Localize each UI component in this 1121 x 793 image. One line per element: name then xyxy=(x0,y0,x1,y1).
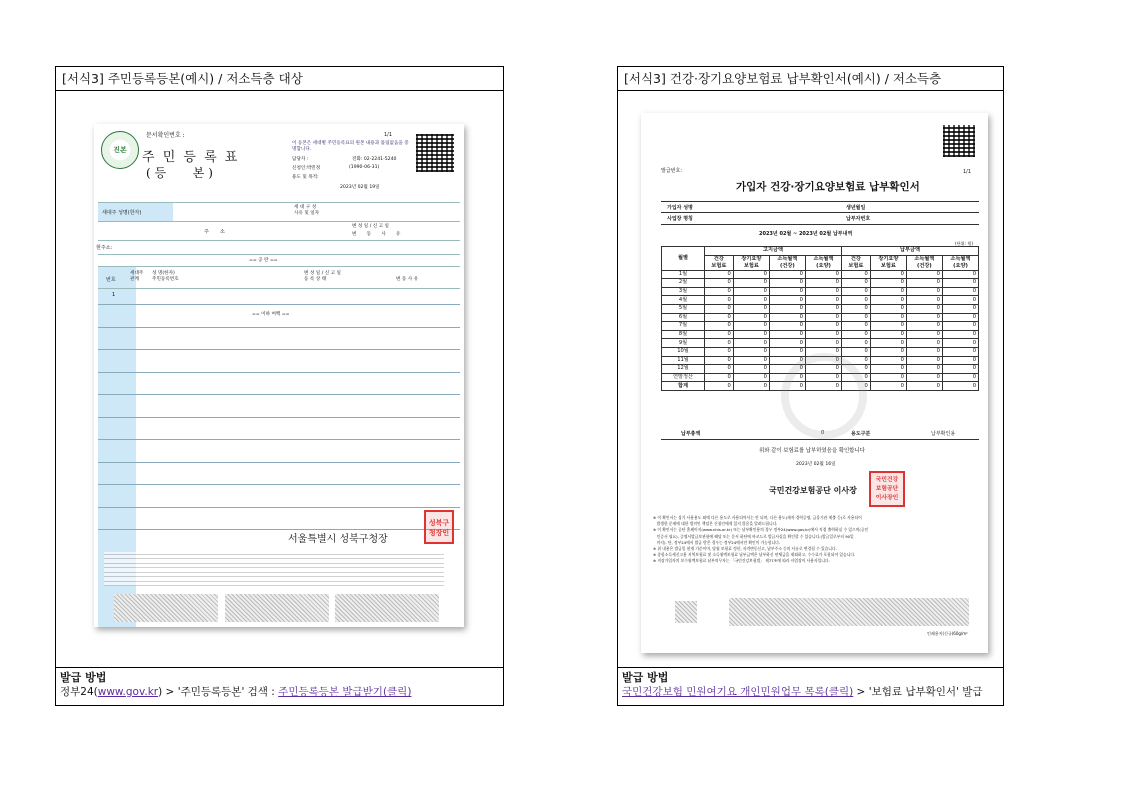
amount-cell: 0 xyxy=(870,287,906,296)
amount-cell: 0 xyxy=(805,313,841,322)
barcode-1 xyxy=(114,594,218,622)
paper-spec: 인쇄용지(신규)60g/m² xyxy=(927,631,968,636)
doc-office: 담당자 : xyxy=(292,157,309,162)
doc-purpose: 용도 및 목적: xyxy=(292,175,319,180)
left-footer-instructions xyxy=(60,685,499,700)
blank-section-label: == 공 란 == xyxy=(249,258,278,263)
issue-number-label: 발급번호: xyxy=(661,168,683,174)
usage-type-label: 용도구분 xyxy=(851,431,871,437)
amount-cell: 0 xyxy=(841,365,870,374)
authenticity-badge-icon: 진본 xyxy=(101,131,139,169)
total-paid-label: 납부총액 xyxy=(681,431,701,437)
amount-cell: 0 xyxy=(870,270,906,279)
month-row xyxy=(662,270,979,279)
amount-cell: 0 xyxy=(805,279,841,288)
amount-cell: 0 xyxy=(841,339,870,348)
issuer-name: 서울특별시 성북구청장 xyxy=(288,534,388,545)
right-footer-title: 발급 방법 xyxy=(622,671,669,684)
amount-cell: 0 xyxy=(841,322,870,331)
left-document-area xyxy=(56,92,503,668)
amount-cell: 0 xyxy=(769,313,805,322)
address-label: 주 소 xyxy=(204,229,225,235)
amount-cell: 0 xyxy=(705,365,734,374)
amount-cell: 0 xyxy=(705,279,734,288)
search-instruction: ) > '주민등록등본' 검색 : xyxy=(158,686,279,698)
issue-date: 2023년 02월 16일 xyxy=(796,462,836,467)
note-line: ※ 직장가입자의 보수월액보험료 납부의무자는 「국민건강보험법」 제77조에 따라 사업장이 사용자입니다. xyxy=(653,558,830,564)
amount-cell: 0 xyxy=(906,347,942,356)
end-of-list-label: == 이하 여백 == xyxy=(252,312,290,317)
amount-cell: 0 xyxy=(733,322,769,331)
change-date-label: 변 성 일 / 신 고 일 변 동 사 유 xyxy=(352,224,401,237)
birth-label: 생년월일 xyxy=(846,205,866,211)
amount-cell: 0 xyxy=(942,356,978,365)
month-header: 월별 xyxy=(662,247,705,271)
amount-cell: 0 xyxy=(841,304,870,313)
amount-cell: 0 xyxy=(942,287,978,296)
total-paid-value: 0 xyxy=(821,430,825,436)
amount-cell: 0 xyxy=(705,339,734,348)
amount-cell: 0 xyxy=(906,322,942,331)
amount-cell: 0 xyxy=(870,339,906,348)
amount-cell: 0 xyxy=(870,304,906,313)
usage-type-value: 납부확인용 xyxy=(931,431,956,437)
amount-cell: 0 xyxy=(733,365,769,374)
amount-cell: 0 xyxy=(805,382,841,391)
period-label: 2023년 02월 ~ 2023년 02월 납부내역 xyxy=(759,231,853,237)
amount-cell: 0 xyxy=(906,279,942,288)
amount-cell: 0 xyxy=(870,365,906,374)
amount-cell: 0 xyxy=(906,356,942,365)
amount-cell: 0 xyxy=(805,347,841,356)
amount-cell: 0 xyxy=(733,270,769,279)
amount-cell: 0 xyxy=(733,356,769,365)
amount-cell: 0 xyxy=(906,382,942,391)
amount-cell: 0 xyxy=(870,296,906,305)
amount-cell: 0 xyxy=(906,287,942,296)
amount-cell: 0 xyxy=(942,382,978,391)
month-label: 5월 xyxy=(662,304,705,313)
right-document-area xyxy=(618,92,1003,668)
unit-label: (단위: 원) xyxy=(955,241,974,246)
amount-cell: 0 xyxy=(733,330,769,339)
amount-cell: 0 xyxy=(805,373,841,382)
gov24-prefix: 정부24( xyxy=(60,686,98,698)
small-barcode xyxy=(675,601,697,623)
amount-cell: 0 xyxy=(769,296,805,305)
amount-cell: 0 xyxy=(942,313,978,322)
amount-cell: 0 xyxy=(705,330,734,339)
amount-cell: 0 xyxy=(769,322,805,331)
doc-applicant: 신청인:박민정 xyxy=(292,166,321,171)
amount-cell: 0 xyxy=(841,279,870,288)
note-line: 인증서 필요), 증명서발급보관함에 해당 또는 문서 하단에 바코드로 발급사실을 확인할 수 있습니다.(발급일로부터 90일 xyxy=(653,533,854,539)
month-label: 6월 xyxy=(662,313,705,322)
amount-cell: 0 xyxy=(942,304,978,313)
amount-cell: 0 xyxy=(942,330,978,339)
col-reason: 변 동 사 유 xyxy=(396,277,419,282)
doc-page-number: 1/1 xyxy=(384,132,393,138)
amount-cell: 0 xyxy=(805,322,841,331)
amount-cell: 0 xyxy=(769,330,805,339)
month-label: 7월 xyxy=(662,322,705,331)
doc-notice: 이 등본은 세대별 주민등록표의 원본 내용과 틀림없음을 증명합니다. xyxy=(292,141,409,152)
amount-cell: 0 xyxy=(841,270,870,279)
month-label: 10월 xyxy=(662,347,705,356)
note-line: ※ 이 확인서는 상기 사용용도 외에 다른 용도로 사용되어서는 안 되며, 다른 용도(재직·경력증명, 금융기관 제출 등)로 사용되어 xyxy=(653,515,862,520)
amount-cell: 0 xyxy=(906,270,942,279)
amount-cell: 0 xyxy=(906,313,942,322)
month-label: 12월 xyxy=(662,365,705,374)
amount-cell: 0 xyxy=(870,356,906,365)
amount-cell: 0 xyxy=(805,287,841,296)
amount-cell: 0 xyxy=(805,339,841,348)
right-panel xyxy=(617,66,1004,706)
resident-registration-document xyxy=(94,124,464,627)
resident-registration-link[interactable]: 주민등록등본 발급받기(클릭) xyxy=(278,686,412,698)
amount-cell: 0 xyxy=(841,373,870,382)
amount-cell: 0 xyxy=(942,270,978,279)
amount-cell: 0 xyxy=(805,356,841,365)
month-label: 합계 xyxy=(662,382,705,391)
doc-subtitle: ( 등 본 ) xyxy=(146,166,213,180)
column-header: 건강 보험료 xyxy=(705,255,734,270)
month-row xyxy=(662,322,979,331)
amount-cell: 0 xyxy=(841,382,870,391)
left-footer xyxy=(56,668,503,705)
qr-code-icon xyxy=(416,134,454,172)
doc-confirmation-number-label: 문서확인번호 : xyxy=(146,132,185,139)
month-row xyxy=(662,304,979,313)
note-line: ※ 위 내용은 발급일 현재 기준이며, 당월 보험료 정산, 자격변동신고, 납부주소 등의 사유로 변경될 수 있습니다. xyxy=(653,546,837,552)
amount-cell: 0 xyxy=(870,322,906,331)
amount-cell: 0 xyxy=(870,382,906,391)
business-label: 사업장 명칭 xyxy=(667,216,693,222)
fine-print xyxy=(104,552,444,586)
amount-cell: 0 xyxy=(705,296,734,305)
nhis-civil-service-link[interactable]: 국민건강보험 민원여기요 개인민원업무 목록(클릭) xyxy=(622,686,854,698)
left-panel-title: [서식3] 주민등록등본(예시) / 저소득층 대상 xyxy=(56,67,503,91)
amount-cell: 0 xyxy=(906,373,942,382)
notes-block xyxy=(653,515,983,565)
amount-cell: 0 xyxy=(805,330,841,339)
barcode-2 xyxy=(225,594,329,622)
amount-cell: 0 xyxy=(805,296,841,305)
document-title: 가입자 건강·장기요양보험료 납부확인서 xyxy=(736,181,920,193)
payer-number-label: 납부자번호 xyxy=(846,216,871,222)
amount-cell: 0 xyxy=(705,270,734,279)
name-label: 가입자 성명 xyxy=(667,205,693,211)
amount-cell: 0 xyxy=(942,279,978,288)
amount-cell: 0 xyxy=(769,304,805,313)
col-date: 변 성 일 / 신 고 일 등 록 상 태 xyxy=(304,271,341,282)
amount-cell: 0 xyxy=(769,382,805,391)
amount-cell: 0 xyxy=(870,347,906,356)
insurance-payment-document xyxy=(641,113,988,653)
doc-issue-date: 2023년 02월 19일 xyxy=(340,185,380,190)
row-number: 1 xyxy=(112,292,116,298)
amount-cell: 0 xyxy=(769,365,805,374)
current-address-label: 현주소: xyxy=(96,245,113,251)
amount-cell: 0 xyxy=(841,347,870,356)
left-footer-title: 발급 방법 xyxy=(60,671,107,684)
long-barcode xyxy=(729,598,969,626)
gov24-link[interactable]: www.gov.kr xyxy=(97,686,159,698)
amount-cell: 0 xyxy=(870,313,906,322)
month-label: 4월 xyxy=(662,296,705,305)
column-header: 건강 보험료 xyxy=(841,255,870,270)
amount-cell: 0 xyxy=(733,339,769,348)
amount-cell: 0 xyxy=(942,347,978,356)
month-row xyxy=(662,313,979,322)
amount-cell: 0 xyxy=(942,373,978,382)
amount-cell: 0 xyxy=(769,347,805,356)
amount-cell: 0 xyxy=(942,365,978,374)
barcode-3 xyxy=(335,594,439,622)
right-panel-title: [서식3] 건강·장기요양보험료 납부확인서(예시) / 저소득층 xyxy=(618,67,1003,91)
column-header: 소득월액 (건강) xyxy=(769,255,805,270)
note-line: ※ 이 확인서는 공단 홈페이지(www.nhis.or.kr) 또는 납부확인용의 경우 정부24(www.gov.kr)에서 직접 출력하실 수 있으며(공인 xyxy=(653,527,869,533)
amount-cell: 0 xyxy=(841,287,870,296)
amount-cell: 0 xyxy=(942,339,978,348)
amount-cell: 0 xyxy=(906,296,942,305)
amount-cell: 0 xyxy=(733,347,769,356)
right-footer xyxy=(618,668,1003,705)
amount-cell: 0 xyxy=(705,347,734,356)
left-panel xyxy=(55,66,504,706)
month-label: 연말정산 xyxy=(662,373,705,382)
month-row xyxy=(662,339,979,348)
month-label: 2월 xyxy=(662,279,705,288)
amount-cell: 0 xyxy=(769,279,805,288)
column-header: 소득월액 (요양) xyxy=(942,255,978,270)
official-seal: 국민건강 보험공단 이사장인 xyxy=(869,471,905,507)
amount-cell: 0 xyxy=(733,373,769,382)
head-name-label: 세대주 성명(한자) xyxy=(102,210,142,216)
note-line: 까지). 단, 정부24에서 발급 받은 경우는 정부24에서만 확인이 가능합니다. xyxy=(653,539,781,545)
col-number: 번호 xyxy=(106,277,116,283)
page-number: 1/1 xyxy=(963,169,972,175)
note-line: ※ 종합소득세신고용 지역보험료 및 소득월액보험료 납부금액은 납부하신 연체금을 제외하고, 수수료가 포함되어 있습니다. xyxy=(653,552,856,558)
amount-cell: 0 xyxy=(870,279,906,288)
household-reason-label: 세 대 구 성 사유 및 일자 xyxy=(294,205,320,216)
month-row xyxy=(662,287,979,296)
month-label: 3월 xyxy=(662,287,705,296)
col-relation: 세대주 관계 xyxy=(130,271,144,282)
amount-cell: 0 xyxy=(942,296,978,305)
month-label: 1월 xyxy=(662,270,705,279)
amount-cell: 0 xyxy=(705,373,734,382)
amount-cell: 0 xyxy=(705,313,734,322)
amount-cell: 0 xyxy=(769,373,805,382)
doc-title: 주 민 등 록 표 xyxy=(142,150,240,165)
issuer-name: 국민건강보험공단 이사장 xyxy=(769,486,857,495)
col-name: 성 명(한자) 주민등록번호 xyxy=(152,271,179,282)
right-footer-instructions xyxy=(622,685,999,700)
amount-cell: 0 xyxy=(769,287,805,296)
paid-amount-header: 납부금액 xyxy=(841,247,978,256)
amount-cell: 0 xyxy=(906,330,942,339)
month-row xyxy=(662,330,979,339)
confirmation-text: 위와 같이 보험료를 납부하였음을 확인합니다 xyxy=(759,448,865,454)
doc-phone: 전화: 02-2241-5240 xyxy=(352,157,397,162)
month-row xyxy=(662,279,979,288)
amount-cell: 0 xyxy=(769,356,805,365)
month-label: 9월 xyxy=(662,339,705,348)
note-line: 발생한 문제에 대한 법적인 책임은 신청인에게 있지 않음을 알려드립니다. xyxy=(653,521,778,527)
amount-cell: 0 xyxy=(705,356,734,365)
amount-cell: 0 xyxy=(805,270,841,279)
amount-cell: 0 xyxy=(870,330,906,339)
amount-cell: 0 xyxy=(841,313,870,322)
month-row xyxy=(662,296,979,305)
amount-cell: 0 xyxy=(841,356,870,365)
amount-cell: 0 xyxy=(705,322,734,331)
column-header: 장기요양 보험료 xyxy=(733,255,769,270)
amount-cell: 0 xyxy=(906,304,942,313)
amount-cell: 0 xyxy=(733,304,769,313)
amount-cell: 0 xyxy=(733,287,769,296)
amount-cell: 0 xyxy=(870,373,906,382)
watermark-emblem xyxy=(781,353,867,439)
amount-cell: 0 xyxy=(942,322,978,331)
amount-cell: 0 xyxy=(705,304,734,313)
amount-cell: 0 xyxy=(705,382,734,391)
amount-cell: 0 xyxy=(733,313,769,322)
certificate-instruction: > '보험료 납부확인서' 발급 xyxy=(853,686,983,698)
amount-cell: 0 xyxy=(733,279,769,288)
amount-cell: 0 xyxy=(805,304,841,313)
month-label: 11월 xyxy=(662,356,705,365)
amount-cell: 0 xyxy=(769,270,805,279)
column-header: 장기요양 보험료 xyxy=(870,255,906,270)
amount-cell: 0 xyxy=(733,296,769,305)
notice-amount-header: 고지금액 xyxy=(705,247,842,256)
official-seal: 성북구 청장인 xyxy=(424,510,454,544)
qr-code-icon xyxy=(943,125,975,157)
amount-cell: 0 xyxy=(705,287,734,296)
column-header: 소득월액 (요양) xyxy=(805,255,841,270)
amount-cell: 0 xyxy=(841,330,870,339)
amount-cell: 0 xyxy=(769,339,805,348)
doc-applicant-date: (1990-06-31) xyxy=(349,165,380,170)
amount-cell: 0 xyxy=(841,296,870,305)
amount-cell: 0 xyxy=(805,365,841,374)
column-header: 소득월액 (건강) xyxy=(906,255,942,270)
amount-cell: 0 xyxy=(906,365,942,374)
amount-cell: 0 xyxy=(906,339,942,348)
month-label: 8월 xyxy=(662,330,705,339)
amount-cell: 0 xyxy=(733,382,769,391)
